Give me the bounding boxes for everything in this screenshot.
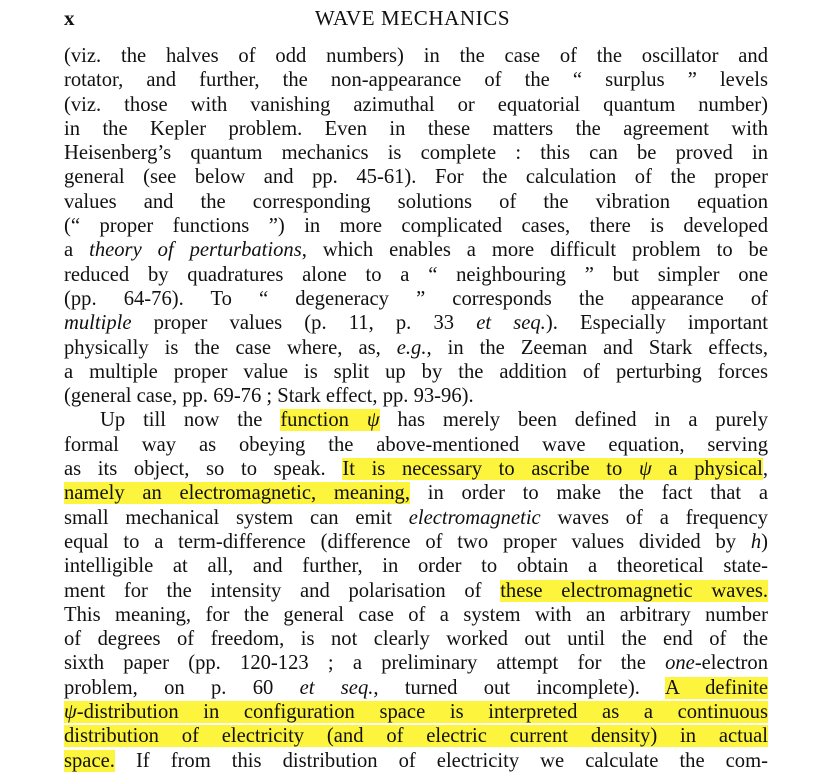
text-segment: rotator, and further, the non-appearance of the “ surplus ” levels [64,69,768,92]
body-text [64,44,768,773]
text-segment: problem, on p. 60 [64,676,300,699]
text-line [64,360,768,384]
text-segment: a [64,239,90,262]
text-segment: , [762,458,768,481]
text-line [64,554,768,578]
text-segment: physically is the case where, as, [64,336,397,359]
text-line [64,68,768,92]
text-line [64,651,768,675]
text-line [64,700,768,724]
text-segment: in the Kepler problem. Even in these matters the agreement with [64,117,768,140]
text-segment: (pp. 64-76). To “ degeneracy ” corresponds the appearance of [64,287,768,310]
text-segment: waves of a frequency [540,506,768,529]
text-line [64,676,768,700]
text-segment: a multiple proper value is split up by the addition of perturbing forces [64,360,768,383]
text-segment: (viz. the halves of odd numbers) in the case of the oscillator and [64,45,768,67]
text-segment: (general case, pp. 69-76 ; Stark effect, pp. 93-96). [64,385,474,408]
text-line [64,165,768,189]
text-line [64,457,768,481]
italic-text: multiple [64,312,132,335]
text-line [64,579,768,603]
highlighted-text: function [280,409,367,432]
highlighted-text: ψ [638,458,652,481]
highlighted-text: a physical [651,458,763,481]
running-title: WAVE MECHANICS [314,6,511,30]
italic-text: et seq. [299,676,374,699]
italic-text: et seq. [476,312,546,335]
page-header [0,4,825,32]
text-line [64,214,768,238]
text-line [64,117,768,141]
text-segment: ). Especially important [545,312,768,335]
text-segment: general (see below and pp. 45-61). For the calculation of the proper [64,166,768,189]
text-line [64,384,768,408]
text-line [64,311,768,335]
text-segment: small mechanical system can emit [64,506,409,529]
text-line [64,238,768,262]
text-line [64,263,768,287]
text-segment: (viz. those with vanishing azimuthal or equatorial quantum number) [64,93,768,116]
text-segment: of degrees of freedom, is not clearly worked out until the end of the [64,628,768,651]
text-line [64,724,768,748]
highlighted-text: ψ [64,701,77,724]
text-segment: If from this distribution of electricity we calculate the com- [114,749,768,772]
text-line [64,603,768,627]
text-line [64,336,768,360]
italic-text: one [665,652,695,675]
text-segment: This meaning, for the general case of a system with an arbitrary number [64,603,768,626]
text-line [64,93,768,117]
text-line [64,287,768,311]
text-line [64,627,768,651]
text-segment: equal to a term-difference (difference of two proper values divided by [64,530,751,553]
text-segment: as its object, so to speak. [64,458,343,481]
text-segment: has merely been defined in a purely [379,409,769,432]
text-line [64,749,768,773]
text-segment: (“ proper functions ”) in more complicated cases, there is developed [64,215,768,238]
text-line [64,433,768,457]
text-segment: ment for the intensity and polarisation of [64,579,501,602]
text-segment: , which enables a more difficult problem to be [301,239,768,262]
text-segment: reduced by quadratures alone to a “ neighbouring ” but simpler one [64,263,768,286]
text-segment: , in the Zeeman and Stark effects, [426,336,768,359]
text-line [64,530,768,554]
text-segment: sixth paper (pp. 120-123 ; a preliminary attempt for the [64,652,666,675]
text-segment: -electron [694,652,768,675]
text-line [64,190,768,214]
italic-text: e.g. [396,336,427,359]
text-line [64,481,768,505]
italic-text: h [750,530,762,553]
highlighted-text: distribution of electricity (and of electric current density) in actual [64,725,768,748]
text-segment: , turned out incomplete). [373,676,666,699]
page-number: x [64,6,75,30]
highlighted-text: these electromagnetic waves. [500,579,768,602]
text-segment: intelligible at all, and further, in order to obtain a theoretical state- [64,555,768,578]
text-line [64,141,768,165]
highlighted-text: A definite [665,676,768,699]
text-segment: proper values (p. 11, p. 33 [131,312,477,335]
text-segment: ) [761,530,768,553]
text-segment: Up till now the [100,409,281,432]
highlighted-text: namely an electromagnetic, meaning, [64,482,410,505]
text-segment: Heisenberg’s quantum mechanics is complete : this can be proved in [64,142,768,165]
italic-text: theory of perturbations [89,239,302,262]
text-segment: in order to make the fact that a [409,482,769,505]
highlighted-text: space. [64,749,115,772]
italic-text: electromagnetic [408,506,541,529]
highlighted-text: -distribution in configuration space is interpreted as a continuous [76,701,768,724]
text-line [64,44,768,68]
text-line [64,506,768,530]
text-segment: values and the corresponding solutions of the vibration equation [64,190,768,213]
text-segment: formal way as obeying the above-mentioned wave equation, serving [64,433,768,456]
highlighted-text: It is necessary to ascribe to [342,458,639,481]
text-line [64,408,768,432]
highlighted-text: ψ [366,409,380,432]
